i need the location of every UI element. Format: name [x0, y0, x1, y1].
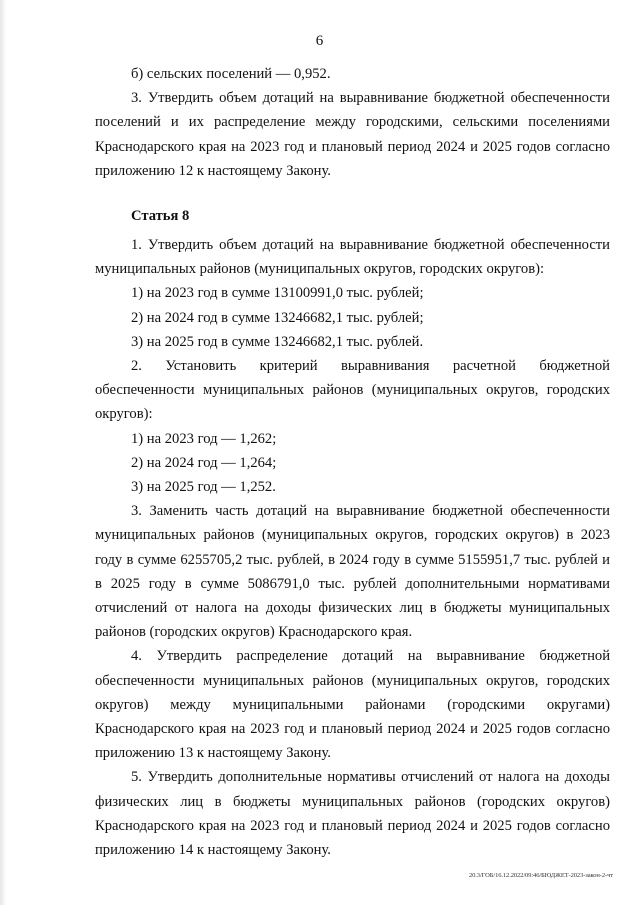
article-8-body	[95, 233, 610, 862]
paragraph-3-settlement-subsidies: 3. Утвердить объем дотаций на выравнивание бюджетной обеспеченности поселений и их распределение между городскими, сельскими поселениями Краснодарского края на 2023 год и плановый период 2024 и 2025 годов согласно приложению 12 к настоящему Закону.	[95, 90, 610, 179]
list-item: 1) на 2023 год — 1,262;	[131, 430, 277, 447]
paragraph-2-equalization-criterion: 2. Установить критерий выравнивания расчетной бюджетной обеспеченности муниципальных районов (муниципальных округов, городских округов):	[95, 358, 610, 423]
paragraph-1-subsidy-volume: 1. Утвердить объем дотаций на выравнивание бюджетной обеспеченности муниципальных районов (муниципальных округов, городских округов):	[95, 237, 610, 278]
page-number: 6	[315, 33, 324, 49]
paragraph-3-replace-subsidies: 3. Заменить часть дотаций на выравнивание бюджетной обеспеченности муниципальных районов (муниципальных округов, городских округов) в 2023 году в сумме 6255705,2 тыс. рублей, в 2024 году в сумме 5155951,7 тыс. рублей и в 2025 году в сумме 5086791,0 тыс. рублей дополнительными нормативами отчислений от налога на доходы физических лиц в бюджеты муниципальных районов (городских округов) Краснодарского края.	[95, 503, 610, 641]
list-item: 3) на 2025 год в сумме 13246682,1 тыс. рублей.	[131, 333, 424, 350]
list-item: 2) на 2024 год в сумме 13246682,1 тыс. рублей;	[131, 309, 424, 326]
list-item: 1) на 2023 год в сумме 13100991,0 тыс. рублей;	[131, 285, 424, 302]
scan-edge-shadow	[0, 0, 6, 905]
top-section	[95, 62, 610, 183]
document-footer-code: 20.3/ГОБ/16.12.2022/09:46/БЮДЖЕТ-2023-закон-2-чт	[468, 872, 613, 879]
paragraph-5-additional-norms: 5. Утвердить дополнительные нормативы отчислений от налога на доходы физических лиц в бюджеты муниципальных районов (городских округов) Краснодарского края на 2023 год и плановый период 2024 и 2025 годов согласно приложению 14 к настоящему Закону.	[95, 769, 610, 859]
list-item: 3) на 2025 год — 1,252.	[131, 479, 276, 496]
article-heading: Статья 8	[131, 208, 190, 224]
list-item: 2) на 2024 год — 1,264;	[131, 454, 277, 471]
paragraph-rural-settlements: б) сельских поселений — 0,952.	[131, 66, 331, 82]
paragraph-4-distribution: 4. Утвердить распределение дотаций на выравнивание бюджетной обеспеченности муниципальных районов (муниципальных округов, городских округов) между муниципальными районами (городскими округами) Краснодарского края на 2023 год и плановый период 2024 и 2025 годов согласно приложению 13 к настоящему Закону.	[95, 648, 610, 762]
